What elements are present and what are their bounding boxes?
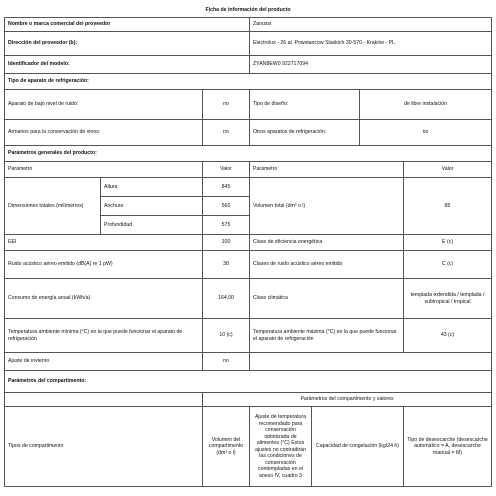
compartment-temp-col: Ajuste de temperatura recomendado para conservación optimizada de alimentos (°C) Estos ajustes no contradirán las condiciones de conservación contempladas en el anexo IV, cuadro 3: [250, 407, 312, 487]
other-appliance-value: no: [360, 120, 492, 146]
compartment-parameters-header: Parámetros del compartimento:: [5, 371, 492, 393]
energy-consumption-label: Consumo de energía anual (kWh/a): [5, 279, 203, 319]
design-type-label: Tipo de diseño:: [250, 90, 360, 120]
width-label: Anchura: [101, 197, 203, 216]
max-ambient-temp-label: Temperatura ambiente máxima (°C) en la que puede funcionar el aparato de refrigeración: [250, 319, 404, 353]
compartment-group-header: Parámetros del compartimento y valores: [203, 393, 492, 407]
total-volume-value: 85: [404, 178, 492, 235]
compartment-types-label: Tipos de compartimento: [5, 407, 203, 487]
min-ambient-temp-value: 10 (c): [203, 319, 250, 353]
appliance-type-header: Tipo de aparato de refrigeración:: [5, 74, 492, 90]
noise-class-label: Clases de ruido acústico aéreo emitido: [250, 251, 404, 279]
general-param-col-header-2: Parámetro: [250, 162, 404, 178]
energy-class-value: E (c): [404, 235, 492, 251]
general-parameters-header: Parámetros generales del producto:: [5, 146, 492, 162]
supplier-address-label: Dirección del proveedor (b):: [5, 32, 250, 56]
climate-class-label: Clase climática: [250, 279, 404, 319]
low-noise-label: Aparato de bajo nivel de ruido:: [5, 90, 203, 120]
general-value-col-header: Valor: [203, 162, 250, 178]
other-appliance-label: Otros aparatos de refrigeración:: [250, 120, 360, 146]
depth-label: Profundidad: [101, 216, 203, 235]
supplier-name-label: Nombre o marca comercial del proveedor: [5, 18, 250, 32]
max-ambient-temp-value: 43 (c): [404, 319, 492, 353]
supplier-address-value: Electrolux - 26 al. Powstancow Slaskich 30-570 - Kraków - PL: [250, 32, 492, 56]
defrost-type-col: Tipo de desescarche (desescarche automático = A, desescarche manual = M): [404, 407, 492, 487]
supplier-name-value: Zanussi: [250, 18, 492, 32]
total-volume-label: Volumen total (dm³ o l): [250, 178, 404, 235]
height-value: 845: [203, 178, 250, 197]
height-label: Altura: [101, 178, 203, 197]
wine-storage-label: Armarios para la conservación de vinos:: [5, 120, 203, 146]
general-param-col-header: Parámetro: [5, 162, 203, 178]
model-identifier-value: ZYAN8EW0 922717094: [250, 56, 492, 74]
low-noise-value: no: [203, 90, 250, 120]
product-information-sheet: [4, 4, 491, 496]
depth-value: 575: [203, 216, 250, 235]
width-value: 560: [203, 197, 250, 216]
eei-label: EEI: [5, 235, 203, 251]
energy-class-label: Clase de eficiencia energética: [250, 235, 404, 251]
climate-class-value: templada extendida / templada / subtropical / tropical: [404, 279, 492, 319]
compartment-blank-top: [5, 393, 203, 407]
freezing-capacity-col: Capacidad de congelación (kg/24 h): [312, 407, 404, 487]
model-identifier-label: Identificador del modelo:: [5, 56, 250, 74]
noise-emission-value: 38: [203, 251, 250, 279]
noise-emission-label: Ruido acústico aéreo emitido (dB(A) re 1 pW): [5, 251, 203, 279]
winter-setting-blank: [250, 353, 492, 371]
winter-setting-value: no: [203, 353, 250, 371]
design-type-value: de libre instalación: [360, 90, 492, 120]
energy-consumption-value: 164,00: [203, 279, 250, 319]
min-ambient-temp-label: Temperatura ambiente mínima (°C) en la que puede funcionar el aparato de refrigeración: [5, 319, 203, 353]
eei-value: 100: [203, 235, 250, 251]
sheet-title: Ficha de información del producto: [205, 7, 291, 14]
compartment-volume-col: Volumen del compartimento (dm³ o l): [203, 407, 250, 487]
general-value-col-header-2: Valor: [404, 162, 492, 178]
wine-storage-value: no: [203, 120, 250, 146]
noise-class-value: C (c): [404, 251, 492, 279]
product-sheet-table: [4, 4, 492, 487]
dimensions-label: Dimensiones totales (milímetros): [5, 178, 101, 235]
winter-setting-label: Ajuste de invierno: [5, 353, 203, 371]
